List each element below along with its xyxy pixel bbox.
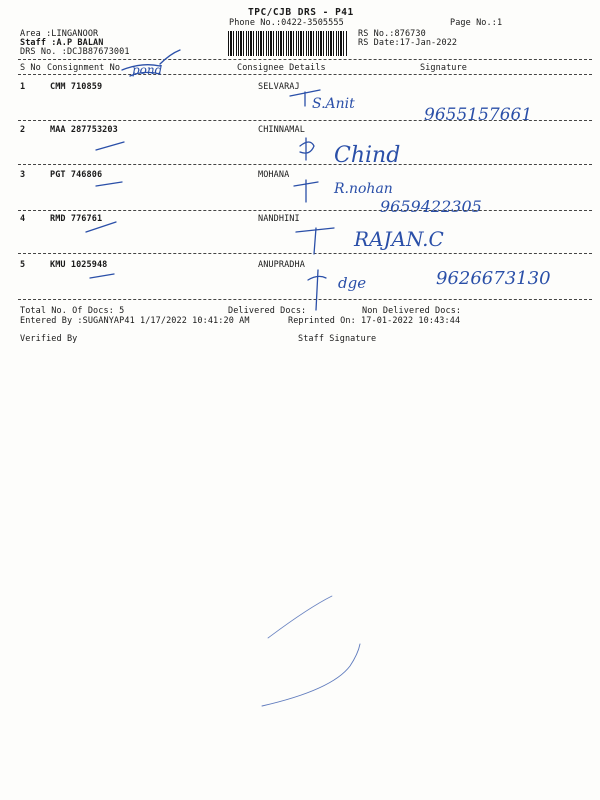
- row-consignee: NANDHINI: [258, 214, 300, 224]
- phone-number-handwritten: 9655157661: [424, 105, 533, 125]
- drs-number: DRS No. :DCJB87673001: [20, 47, 130, 57]
- row-sno: 3: [20, 170, 26, 180]
- dash-mark: [96, 142, 124, 150]
- non-delivered-docs: Non Delivered Docs:: [362, 306, 462, 316]
- row-sno: 1: [20, 82, 26, 92]
- document-title: TPC/CJB DRS - P41: [248, 7, 354, 18]
- verified-by: Verified By: [20, 334, 78, 344]
- page-number: Page No.:1: [450, 18, 503, 28]
- delivered-docs: Delivered Docs:: [228, 306, 307, 316]
- dash-mark: [90, 274, 114, 278]
- row-consignee: SELVARAJ: [258, 82, 300, 92]
- stray-pen-mark: [268, 596, 332, 638]
- row-consignment: KMU 1025948: [50, 260, 108, 270]
- staff-signature: Staff Signature: [298, 334, 377, 344]
- reprinted-on: Reprinted On: 17-01-2022 10:43:44: [288, 316, 461, 326]
- col-consignee: Consignee Details: [237, 63, 326, 73]
- row-consignee: CHINNAMAL: [258, 125, 305, 135]
- header-note: pond: [132, 63, 163, 77]
- row-consignee: ANUPRADHA: [258, 260, 305, 270]
- signature: R.nohan: [334, 181, 393, 197]
- signature-tick: [296, 228, 334, 254]
- signature-tick: [300, 138, 314, 160]
- col-consignment: Consignment No: [47, 63, 121, 73]
- col-signature: Signature: [420, 63, 467, 73]
- signature: RAJAN.C: [354, 227, 444, 251]
- row-consignment: MAA 287753203: [50, 125, 118, 135]
- row-consignment: CMM 710859: [50, 82, 103, 92]
- signature: Chind: [334, 143, 401, 168]
- entered-by: Entered By :SUGANYAP41 1/17/2022 10:41:20 AM: [20, 316, 250, 326]
- signature: S.Anit: [312, 96, 355, 112]
- row-consignee: MOHANA: [258, 170, 290, 180]
- signature-tick: [308, 270, 326, 310]
- dash-mark: [96, 182, 122, 186]
- rs-date: RS Date:17-Jan-2022: [358, 38, 458, 48]
- phone-number-handwritten: 9659422305: [380, 197, 482, 216]
- area-label: Area :LINGANOOR: [20, 29, 99, 39]
- row-sno: 4: [20, 214, 26, 224]
- rs-number: RS No.:876730: [358, 29, 426, 39]
- total-docs: Total No. Of Docs: 5: [20, 306, 125, 316]
- signature-tick: [294, 180, 318, 202]
- signature: dge: [338, 274, 367, 292]
- phone-number-handwritten: 9626673130: [436, 268, 551, 289]
- dash-mark: [86, 222, 116, 232]
- row-sno: 5: [20, 260, 26, 270]
- phone-number: Phone No.:0422-3505555: [229, 18, 344, 28]
- staff-label: Staff :A.P BALAN: [20, 38, 104, 48]
- stray-pen-mark: [262, 644, 360, 706]
- row-consignment: PGT 746806: [50, 170, 103, 180]
- row-sno: 2: [20, 125, 26, 135]
- col-sno: S No: [20, 63, 41, 73]
- row-consignment: RMD 776761: [50, 214, 103, 224]
